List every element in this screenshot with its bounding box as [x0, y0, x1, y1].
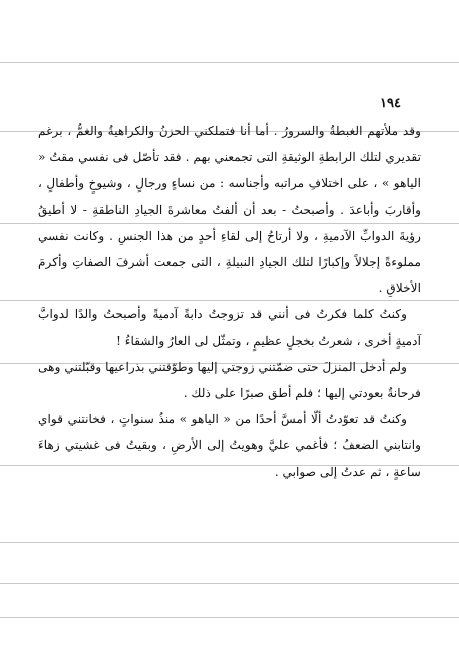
page-rule [0, 542, 459, 543]
page-rule [0, 583, 459, 584]
paragraph-4: وكنتُ قد تعوّدتُ ألّا أمسَّ أحدًا من « الياهو » منذُ سنواتٍ ، فخانتني قواي وانتابني الضعفُ ؛ فأغمي عليَّ وهويتُ إلى الأرضِ ، وبقيتُ فى غشيتي زهاءَ ساعةٍ ، ثم عدتُ إلى صوابي . [38, 412, 421, 479]
page-rule [0, 617, 459, 618]
body-text [38, 118, 421, 485]
paragraph-1: وقد ملأتهم الغبطةُ والسرورُ . أما أنا فتملكني الحزنُ والكراهيةُ والغمُّ ، برغم تقديري لتلك الرابطةِ الوثيقةِ التى تجمعني بهم . فقد تأصّل فى نفسي مقتُ « الياهو » ، على اختلافِ مراتبه وأجناسه : من نساءٍ ورجالٍ ، وشيوخٍ وأطفالٍ ، وأقاربَ وأباعدَ . وأصبحتُ - بعد أن ألفتُ معاشرةَ الجيادِ الناطقةِ - لا أطيقُ رؤيةَ الدوابِّ الآدميةِ ، ولا أرتاحُ إلى لقاءِ أحدٍ من هذا الجنسِ . وكانت نفسي مملوءةً إجلالاً وإكبارًا لتلك الجيادِ النبيلةِ ، التى جمعت أشرفَ الصفاتِ وأكرمَ الأخلاقِ . [38, 124, 421, 296]
paragraph-2: وكنتُ كلما فكرتُ فى أنني قد تزوجتُ دابةً آدميةً وأصبحتُ والدًا لدوابَّ آدميةٍ أخرى ، شعرتُ بخجلٍ عظيمٍ ، وتمثّل لى العارُ والشقاءُ ! [38, 307, 421, 348]
paragraph-3: ولم أدخل المنزلَ حتى ضمّتني زوجتي إليها وطوّقتني بذراعيها وقبّلتني وهى فرحانةٌ بعودتي إليها ؛ فلم أطق صبرًا على ذلك . [38, 359, 421, 401]
page-rule [0, 62, 459, 63]
page-number: ١٩٤ [380, 96, 401, 111]
